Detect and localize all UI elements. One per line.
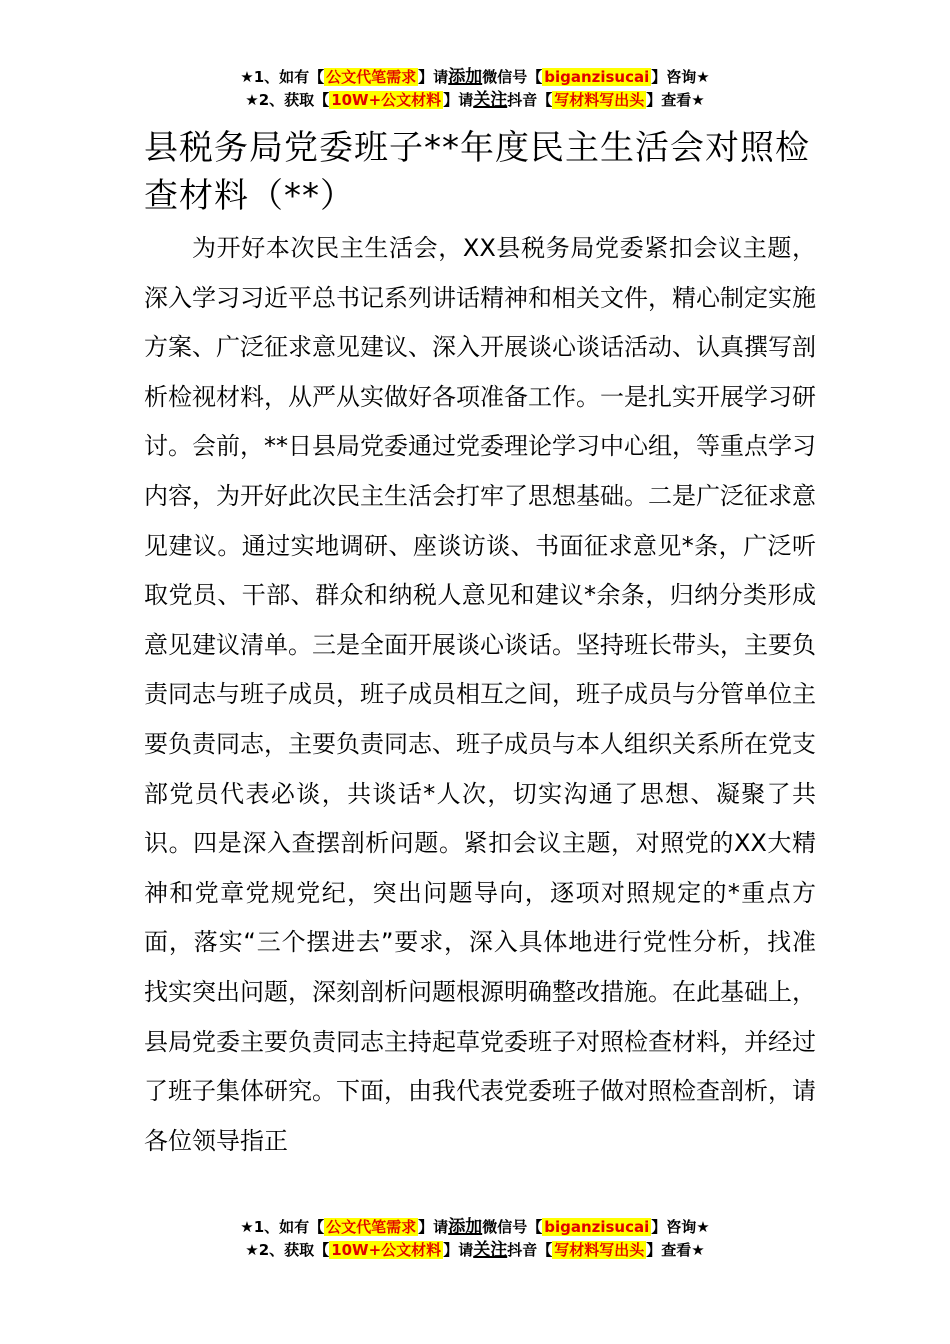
- highlight-wechat-id: biganzisucai: [544, 68, 650, 86]
- banner-text: ★2、获取【: [245, 91, 330, 109]
- banner-text: 】咨询★: [651, 1218, 710, 1236]
- highlight-wechat-id: biganzisucai: [544, 1218, 650, 1236]
- underlined-text: 添加: [448, 1217, 483, 1237]
- banner-text: 抖音【: [507, 1241, 553, 1259]
- document-title: 县税务局党委班子**年度民主生活会对照检查材料（**）: [144, 128, 810, 216]
- banner-text: 微信号【: [482, 68, 543, 86]
- highlight-douyin-account: 写材料写出头: [554, 91, 645, 109]
- highlight-douyin-account: 写材料写出头: [554, 1241, 645, 1259]
- banner-text: 】咨询★: [651, 68, 710, 86]
- banner-text: 】查看★: [646, 1241, 705, 1259]
- banner-line-1: [0, 1216, 950, 1239]
- highlight-service: 公文代笔需求: [326, 68, 417, 86]
- banner-text: ★1、如有【: [240, 1218, 325, 1236]
- highlight-service: 公文代笔需求: [326, 1218, 417, 1236]
- underlined-text: 添加: [448, 67, 483, 87]
- banner-text: ★2、获取【: [245, 1241, 330, 1259]
- footer-banner: [0, 1216, 950, 1262]
- banner-text: 抖音【: [507, 91, 553, 109]
- underlined-text: 关注: [473, 1240, 508, 1260]
- banner-line-2: [0, 89, 950, 112]
- highlight-materials: 10W+公文材料: [331, 91, 442, 109]
- underlined-text: 关注: [473, 90, 508, 110]
- banner-text: 】请: [443, 1241, 474, 1259]
- banner-text: 微信号【: [482, 1218, 543, 1236]
- banner-text: 】请: [418, 68, 449, 86]
- body-paragraph: 为开好本次民主生活会，XX县税务局党委紧扣会议主题，深入学习习近平总书记系列讲话精神和相关文件，精心制定实施方案、广泛征求意见建议、深入开展谈心谈话活动、认真撰写剖析检视材料，从严从实做好各项准备工作。一是扎实开展学习研讨。会前，**日县局党委通过党委理论学习中心组，等重点学习内容，为开好此次民主生活会打牢了思想基础。二是广泛征求意见建议。通过实地调研、座谈访谈、书面征求意见*条，广泛听取党员、干部、群众和纳税人意见和建议*余条，归纳分类形成意见建议清单。三是全面开展谈心谈话。坚持班长带头，主要负责同志与班子成员，班子成员相互之间，班子成员与分管单位主要负责同志，主要负责同志、班子成员与本人组织关系所在党支部党员代表必谈，共谈话*人次，切实沟通了思想、凝聚了共识。四是深入查摆剖析问题。紧扣会议主题，对照党的XX大精神和党章党规党纪，突出问题导向，逐项对照规定的*重点方面，落实“三个摆进去”要求，深入具体地进行党性分析，找准找实突出问题，深刻剖析问题根源明确整改措施。在此基础上，县局党委主要负责同志主持起草党委班子对照检查材料，并经过了班子集体研究。下面，由我代表党委班子做对照检查剖析，请各位领导指正: [144, 234, 816, 1155]
- banner-text: ★1、如有【: [240, 68, 325, 86]
- highlight-materials: 10W+公文材料: [331, 1241, 442, 1259]
- banner-text: 】查看★: [646, 91, 705, 109]
- banner-line-1: [0, 66, 950, 89]
- banner-line-2: [0, 1239, 950, 1262]
- header-banner: [0, 66, 950, 112]
- banner-text: 】请: [418, 1218, 449, 1236]
- banner-text: 】请: [443, 91, 474, 109]
